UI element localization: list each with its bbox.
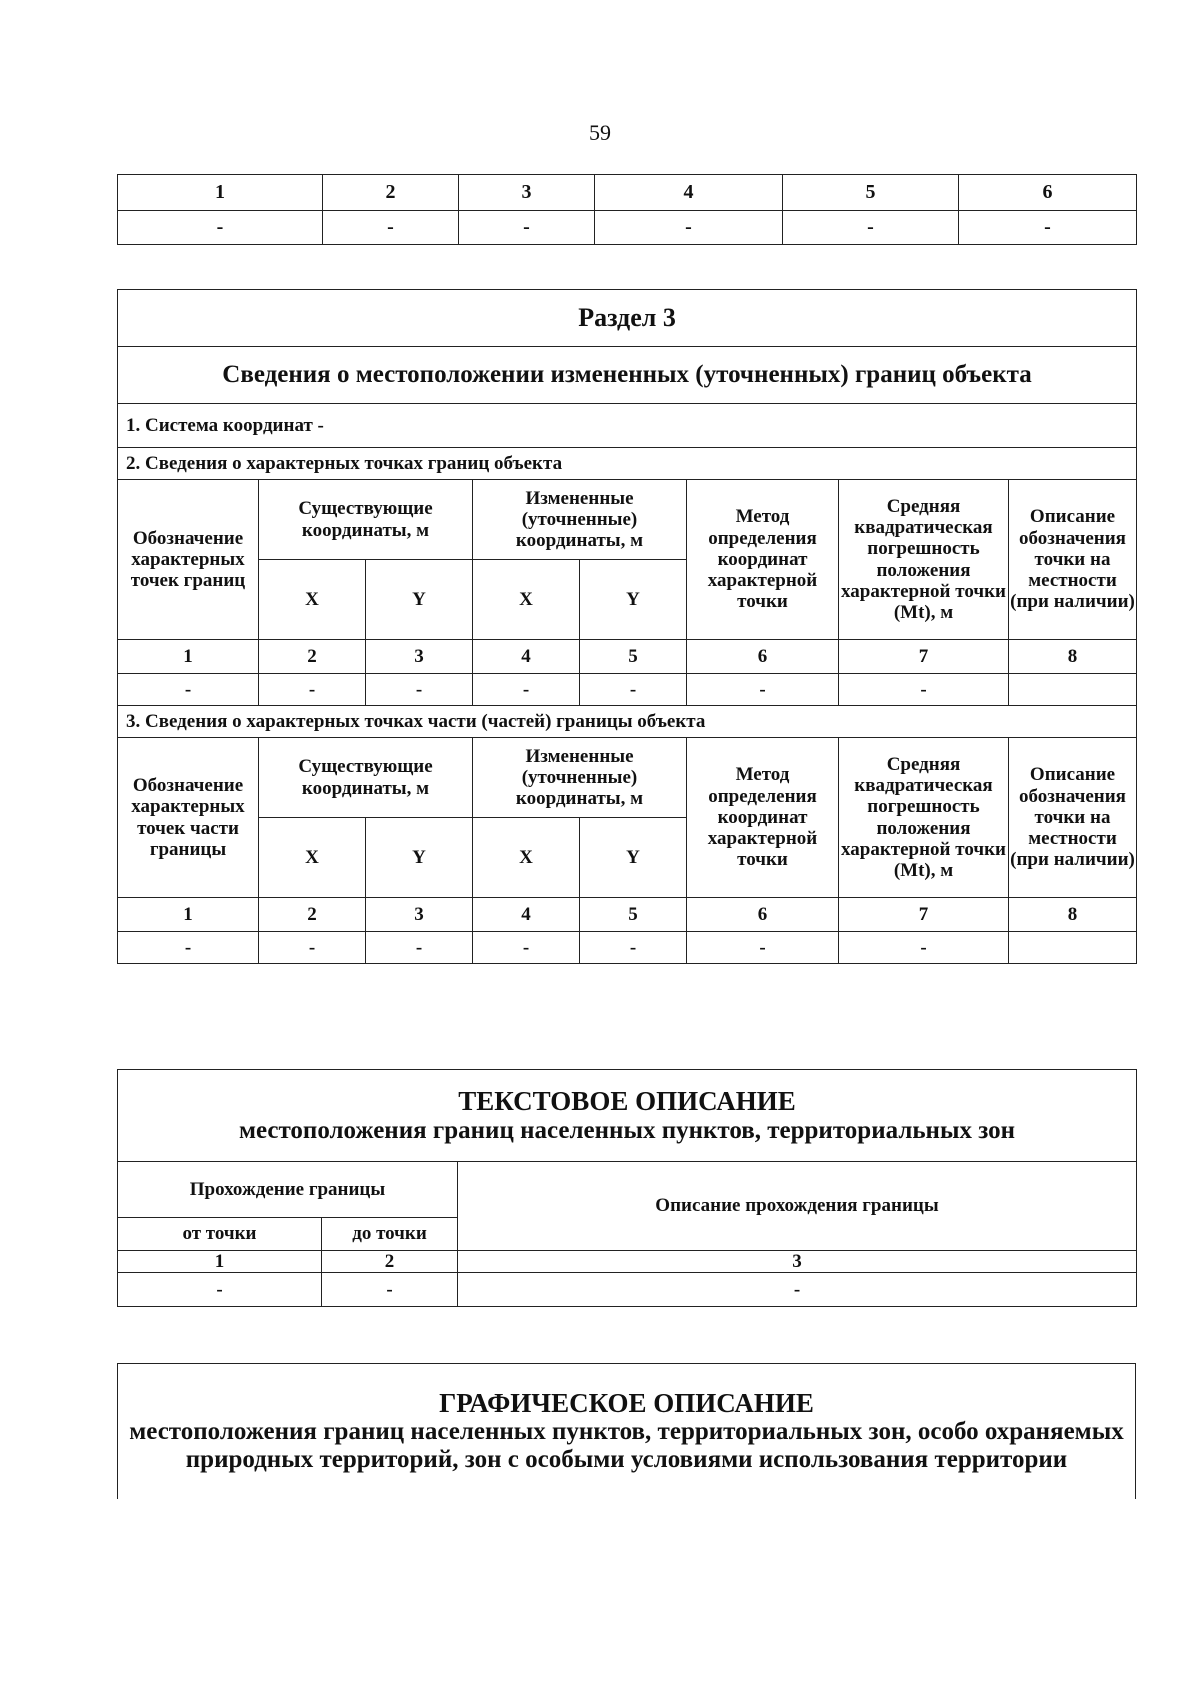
table-cell: - <box>458 1273 1137 1307</box>
table-row <box>118 211 1137 245</box>
header-description: Описание обозначения точки на местности (при наличии) <box>1009 738 1137 898</box>
table-cell: - <box>366 932 473 964</box>
header-x: X <box>473 560 580 640</box>
continuation-table <box>117 174 1137 245</box>
column-number: 1 <box>118 898 259 932</box>
table-row <box>118 674 1137 706</box>
coordinate-system: 1. Система координат - <box>118 404 1137 448</box>
header-passage: Прохождение границы <box>118 1162 458 1218</box>
header-existing-coordinates: Существующие координаты, м <box>259 738 473 818</box>
part-3-title: 3. Сведения о характерных точках части (частей) границы объекта <box>118 706 1137 738</box>
column-number: 7 <box>839 640 1009 674</box>
header-y: Y <box>366 560 473 640</box>
column-number-row <box>118 640 1137 674</box>
header-designation: Обозначение характерных точек границ <box>118 480 259 640</box>
header-cell: 1 <box>118 175 323 211</box>
section-3-table <box>117 289 1137 964</box>
table-cell: - <box>259 932 366 964</box>
header-x: X <box>259 818 366 898</box>
table-cell: - <box>839 674 1009 706</box>
text-description-title: ТЕКСТОВОЕ ОПИСАНИЕ <box>458 1086 796 1117</box>
column-number: 5 <box>580 898 687 932</box>
section-title: Раздел 3 <box>118 290 1137 347</box>
column-number: 7 <box>839 898 1009 932</box>
header-error: Средняя квадратическая погрешность положения характерной точки (Mt), м <box>839 480 1009 640</box>
graphic-description-title: ГРАФИЧЕСКОЕ ОПИСАНИЕ <box>439 1388 814 1419</box>
header-cell: 4 <box>595 175 783 211</box>
table-cell: - <box>118 1273 322 1307</box>
table-row <box>118 1273 1137 1307</box>
header-to-point: до точки <box>322 1218 458 1251</box>
column-number: 4 <box>473 898 580 932</box>
header-changed-coordinates: Измененные (уточненные) координаты, м <box>473 738 687 818</box>
column-number-row <box>118 898 1137 932</box>
table-cell: - <box>959 211 1137 245</box>
text-description-table <box>117 1069 1137 1307</box>
text-description-subtitle: местоположения границ населенных пунктов, территориальных зон <box>238 1116 1016 1144</box>
table-cell <box>1009 932 1137 964</box>
header-cell: 2 <box>323 175 459 211</box>
graphic-description-subtitle: местоположения границ населенных пунктов, территориальных зон, особо охраняемых природных территорий, зон с особыми условиями использования территории <box>129 1418 1124 1474</box>
header-cell: 6 <box>959 175 1137 211</box>
table-cell: - <box>580 674 687 706</box>
table-cell: - <box>366 674 473 706</box>
header-passage-description: Описание прохождения границы <box>458 1162 1137 1251</box>
header-x: X <box>259 560 366 640</box>
table-header-row <box>118 175 1137 211</box>
table-cell: - <box>473 932 580 964</box>
graphic-description-table <box>117 1363 1136 1499</box>
table-cell: - <box>322 1273 458 1307</box>
header-method: Метод определения координат характерной точки <box>687 738 839 898</box>
part-2-title: 2. Сведения о характерных точках границ объекта <box>118 448 1137 480</box>
text-description-heading <box>118 1070 1137 1162</box>
column-number: 3 <box>366 898 473 932</box>
table-row <box>118 932 1137 964</box>
table-cell: - <box>839 932 1009 964</box>
column-number: 4 <box>473 640 580 674</box>
table-cell: - <box>783 211 959 245</box>
table-cell <box>1009 674 1137 706</box>
column-number: 1 <box>118 1251 322 1273</box>
column-number: 2 <box>322 1251 458 1273</box>
header-y: Y <box>366 818 473 898</box>
table-cell: - <box>323 211 459 245</box>
table-cell: - <box>459 211 595 245</box>
header-existing-coordinates: Существующие координаты, м <box>259 480 473 560</box>
table-cell: - <box>259 674 366 706</box>
table-cell: - <box>118 674 259 706</box>
column-number: 3 <box>458 1251 1137 1273</box>
column-number: 8 <box>1009 640 1137 674</box>
table-cell: - <box>580 932 687 964</box>
column-number: 3 <box>366 640 473 674</box>
header-method: Метод определения координат характерной точки <box>687 480 839 640</box>
table-cell: - <box>473 674 580 706</box>
header-y: Y <box>580 818 687 898</box>
header-cell: 3 <box>459 175 595 211</box>
header-cell: 5 <box>783 175 959 211</box>
section-subtitle: Сведения о местоположении измененных (уточненных) границ объекта <box>118 347 1137 404</box>
column-number: 2 <box>259 898 366 932</box>
header-description: Описание обозначения точки на местности (при наличии) <box>1009 480 1137 640</box>
table-cell: - <box>687 674 839 706</box>
header-from-point: от точки <box>118 1218 322 1251</box>
table-cell: - <box>118 211 323 245</box>
table-cell: - <box>118 932 259 964</box>
header-x: X <box>473 818 580 898</box>
column-number: 5 <box>580 640 687 674</box>
table-cell: - <box>595 211 783 245</box>
column-number: 6 <box>687 898 839 932</box>
column-number-row <box>118 1251 1137 1273</box>
column-number: 6 <box>687 640 839 674</box>
header-changed-coordinates: Измененные (уточненные) координаты, м <box>473 480 687 560</box>
page-number: 59 <box>589 120 611 145</box>
table-cell: - <box>687 932 839 964</box>
column-number: 1 <box>118 640 259 674</box>
header-error: Средняя квадратическая погрешность положения характерной точки (Mt), м <box>839 738 1009 898</box>
column-number: 2 <box>259 640 366 674</box>
header-y: Y <box>580 560 687 640</box>
column-number: 8 <box>1009 898 1137 932</box>
graphic-description-heading <box>118 1364 1136 1499</box>
header-designation-part: Обозначение характерных точек части границы <box>118 738 259 898</box>
